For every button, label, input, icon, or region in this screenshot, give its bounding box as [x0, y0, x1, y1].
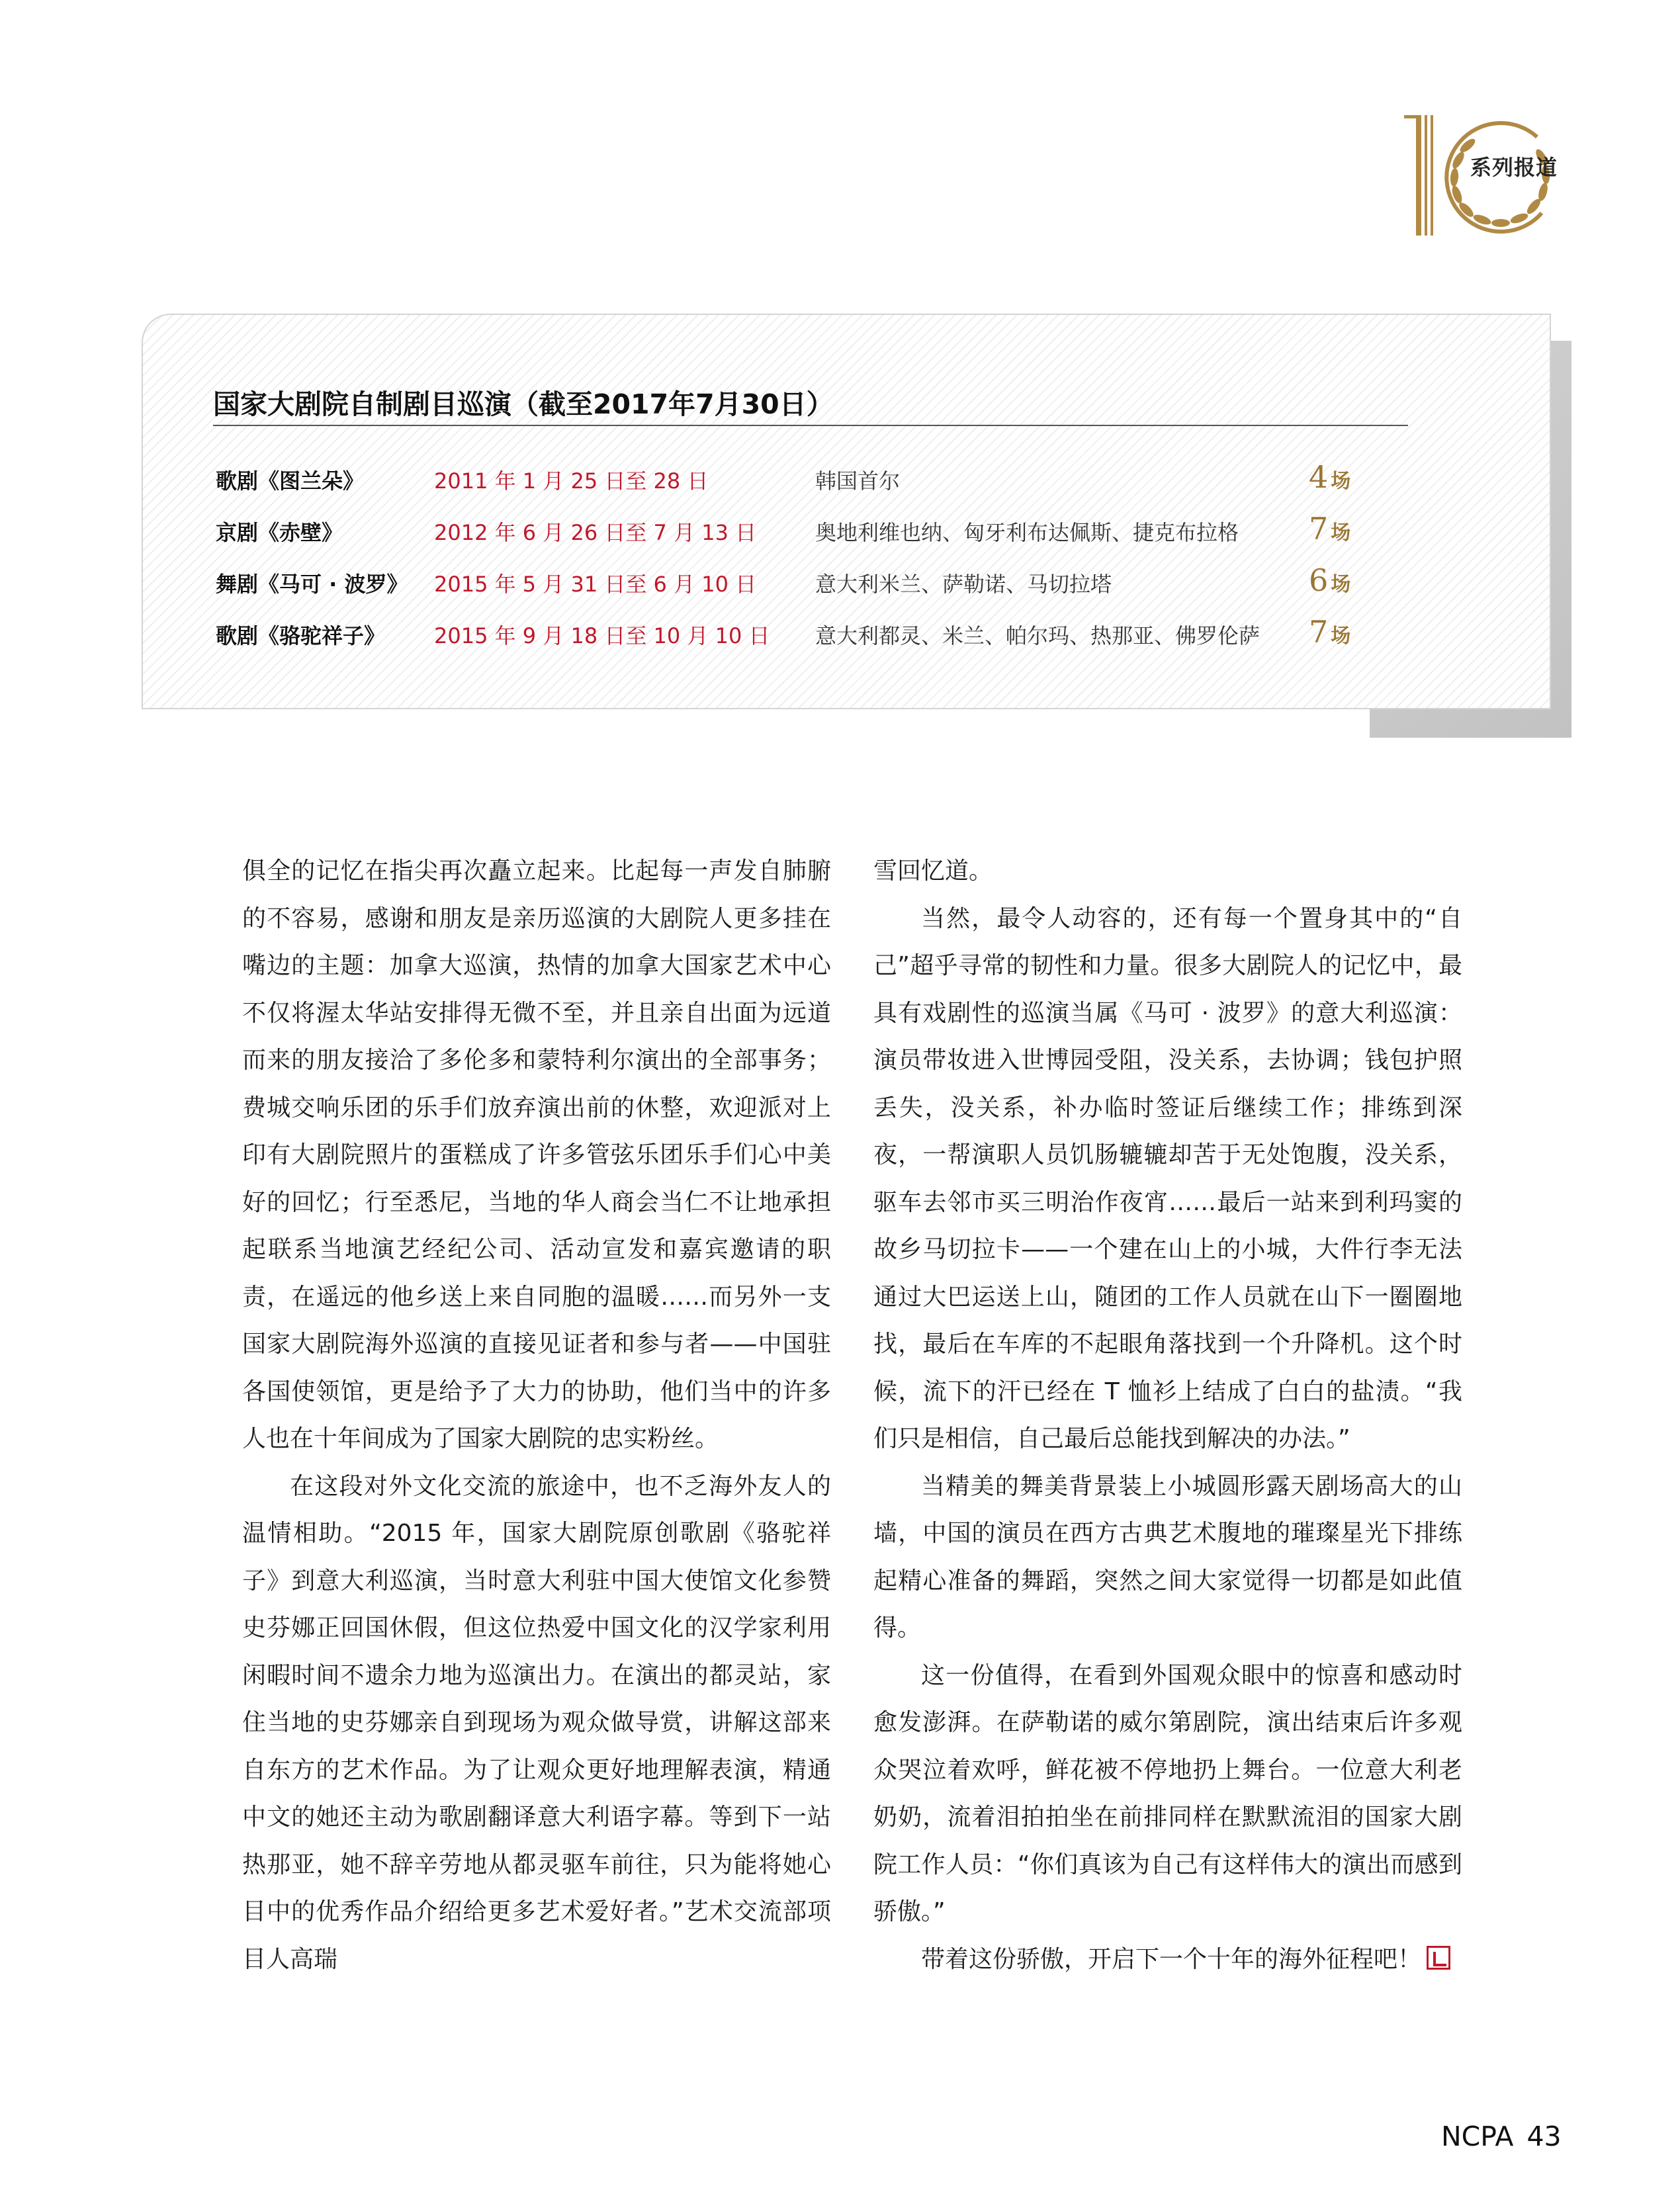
- show-count-number: 7: [1309, 511, 1329, 547]
- production-name: 舞剧《马可 · 波罗》: [216, 572, 408, 597]
- article-right-column: [873, 848, 1462, 1983]
- table-title-divider: [213, 425, 1408, 426]
- tour-cities: 意大利米兰、萨勒诺、马切拉塔: [815, 572, 1112, 597]
- show-count-unit: 场: [1331, 521, 1351, 545]
- show-count-unit: 场: [1331, 573, 1351, 596]
- article-paragraph: 雪回忆道。: [873, 857, 993, 885]
- show-count: [1309, 562, 1350, 598]
- tour-cities: 韩国首尔: [815, 468, 901, 494]
- article-paragraph: 当然，最令人动容的，还有每一个置身其中的“自己”超乎寻常的韧性和力量。很多大剧院人的记忆中，最具有戏剧性的巡演当属《马可 · 波罗》的意大利巡演：演员带妆进入世博园受阻，没关系，去协调；钱包护照丢失，没关系，补办临时签证后继续工作；排练到深夜，一帮演职人员饥肠辘辘却苦于无处饱腹，没关系，驱车去邻市买三明治作夜宵……最后一站来到利玛窦的故乡马切拉卡——一个建在山上的小城，大件行李无法通过大巴运送上山，随团的工作人员就在山下一圈圈地找，最后在车库的不起眼角落找到一个升降机。这个时候，流下的汗已经在 T 恤衫上结成了白白的盐渍。“我们只是相信，自己最后总能找到解决的办法。”: [873, 904, 1462, 1452]
- article-paragraph: 在这段对外文化交流的旅途中，也不乏海外友人的温情相助。“2015 年，国家大剧院原创歌剧《骆驼祥子》到意大利巡演，当时意大利驻中国大使馆文化参赞史芬娜正回国休假，但这位热爱中国文化的汉学家利用闲暇时间不遗余力地为巡演出力。在演出的都灵站，家住当地的史芬娜亲自到现场为观众做导赏，讲解这部来自东方的艺术作品。为了让观众更好地理解表演，精通中文的她还主动为歌剧翻译意大利语字幕。等到下一站热那亚，她不辞辛劳地从都灵驱车前往，只为能将她心目中的优秀作品介绍给更多艺术爱好者。”艺术交流部项目人高瑞: [242, 1472, 831, 1973]
- table-row: [0, 614, 1680, 659]
- tour-dates: 2011 年 1 月 25 日至 28 日: [434, 468, 709, 494]
- article-left-column: [242, 848, 831, 1983]
- show-count: [1309, 511, 1350, 547]
- show-count-number: 7: [1309, 614, 1329, 650]
- show-count: [1309, 614, 1350, 650]
- magazine-name: NCPA: [1441, 2121, 1514, 2152]
- tour-dates: 2015 年 9 月 18 日至 10 月 10 日: [434, 623, 770, 648]
- table-row: [0, 562, 1680, 607]
- article-paragraph: 俱全的记忆在指尖再次矗立起来。比起每一声发自肺腑的不容易，感谢和朋友是亲历巡演的大剧院人更多挂在嘴边的主题：加拿大巡演，热情的加拿大国家艺术中心不仅将渥太华站安排得无微不至，并且亲自出面为远道而来的朋友接洽了多伦多和蒙特利尔演出的全部事务；费城交响乐团的乐手们放弃演出前的休整，欢迎派对上印有大剧院照片的蛋糕成了许多管弦乐团乐手们心中美好的回忆；行至悉尼，当地的华人商会当仁不让地承担起联系当地演艺经纪公司、活动宣发和嘉宾邀请的职责，在遥远的他乡送上来自同胞的温暖……而另外一支国家大剧院海外巡演的直接见证者和参与者——中国驻各国使领馆，更是给予了大力的协助，他们当中的许多人也在十年间成为了国家大剧院的忠实粉丝。: [242, 857, 831, 1452]
- table-title: 国家大剧院自制剧目巡演（截至2017年7月30日）: [213, 388, 834, 420]
- tour-cities: 意大利都灵、米兰、帕尔玛、热那亚、佛罗伦萨: [815, 623, 1260, 648]
- table-row: [0, 459, 1680, 504]
- tour-cities: 奥地利维也纳、匈牙利布达佩斯、捷克布拉格: [815, 520, 1239, 545]
- show-count: [1309, 459, 1350, 495]
- show-count-number: 6: [1309, 562, 1329, 598]
- page-footer: [1441, 2121, 1562, 2152]
- tour-dates: 2015 年 5 月 31 日至 6 月 10 日: [434, 572, 757, 597]
- article-paragraph: 当精美的舞美背景装上小城圆形露天剧场高大的山墙，中国的演员在西方古典艺术腹地的璀璨星光下排练起精心准备的舞蹈，突然之间大家觉得一切都是如此值得。: [873, 1472, 1462, 1641]
- article-paragraph: 这一份值得，在看到外国观众眼中的惊喜和感动时愈发澎湃。在萨勒诺的威尔第剧院，演出结束后许多观众哭泣着欢呼，鲜花被不停地扔上舞台。一位意大利老奶奶，流着泪拍拍坐在前排同样在默默流泪的国家大剧院工作人员：“你们真该为自己有这样伟大的演出而感到骄傲。”: [873, 1661, 1462, 1925]
- show-count-number: 4: [1309, 459, 1329, 495]
- series-report-label: 系列报道: [1470, 155, 1558, 180]
- production-name: 京剧《赤壁》: [216, 520, 343, 545]
- end-mark-icon: [1427, 1946, 1450, 1970]
- show-count-unit: 场: [1331, 625, 1351, 648]
- show-count-unit: 场: [1331, 470, 1351, 493]
- page-number: 43: [1526, 2121, 1562, 2152]
- closing-sentence: 带着这份骄傲，开启下一个十年的海外征程吧！: [921, 1945, 1422, 1973]
- production-name: 歌剧《图兰朵》: [216, 468, 365, 494]
- tour-dates: 2012 年 6 月 26 日至 7 月 13 日: [434, 520, 757, 545]
- table-row: [0, 511, 1680, 556]
- production-name: 歌剧《骆驼祥子》: [216, 623, 386, 648]
- article-closing-paragraph: [873, 1936, 1462, 1984]
